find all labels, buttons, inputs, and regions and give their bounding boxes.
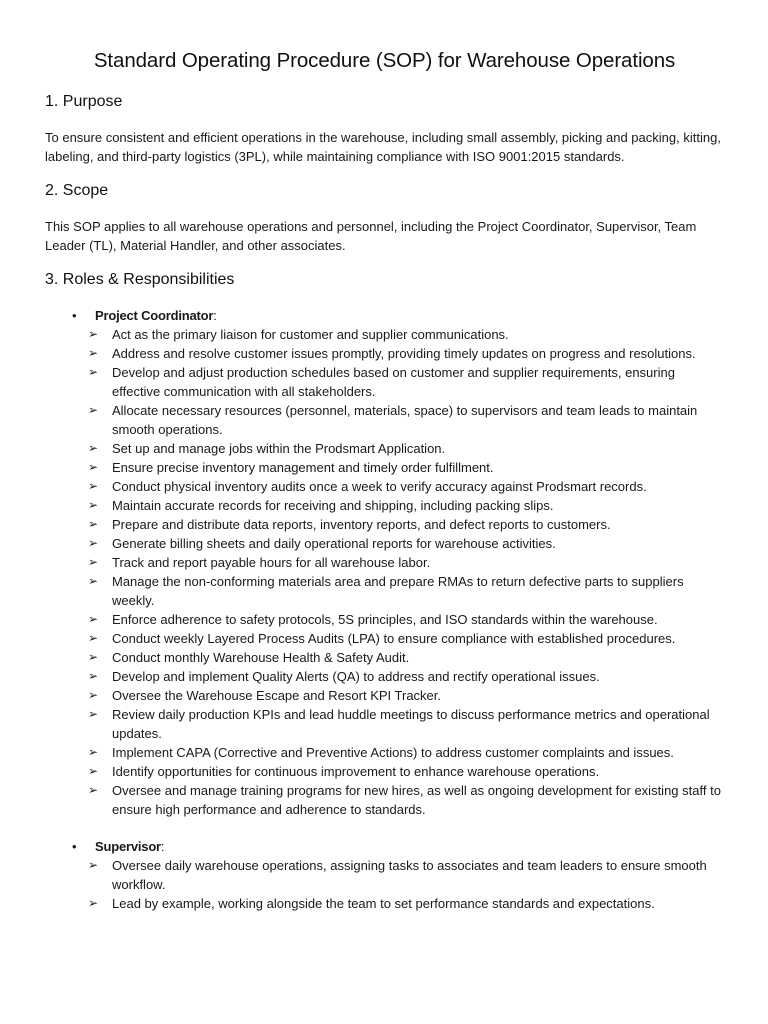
responsibility-item <box>45 439 724 458</box>
responsibility-text: Set up and manage jobs within the Prodsmart Application. <box>112 441 446 456</box>
responsibility-text: Allocate necessary resources (personnel, materials, space) to supervisors and team leads to maintain smooth operations. <box>112 403 698 437</box>
arrow-bullet-icon: ➢ <box>88 536 99 550</box>
role-name: Project Coordinator <box>95 308 214 323</box>
responsibility-text: Generate billing sheets and daily operational reports for warehouse activities. <box>112 536 556 551</box>
responsibility-item <box>45 686 724 705</box>
arrow-bullet-icon: ➢ <box>88 764 99 778</box>
arrow-bullet-icon: ➢ <box>88 327 99 341</box>
responsibility-item <box>45 325 724 344</box>
responsibility-item <box>45 629 724 648</box>
responsibility-list <box>45 325 724 819</box>
arrow-bullet-icon: ➢ <box>88 745 99 759</box>
arrow-bullet-icon: ➢ <box>88 650 99 664</box>
responsibility-text: Conduct weekly Layered Process Audits (LPA) to ensure compliance with established procedures. <box>112 631 676 646</box>
arrow-bullet-icon: ➢ <box>88 555 99 569</box>
role-supervisor <box>45 837 724 913</box>
responsibility-item <box>45 458 724 477</box>
section-heading-purpose: 1. Purpose <box>45 93 123 110</box>
arrow-bullet-icon: ➢ <box>88 707 99 721</box>
arrow-bullet-icon: ➢ <box>88 669 99 683</box>
responsibility-text: Ensure precise inventory management and timely order fulfillment. <box>112 460 494 475</box>
responsibility-item <box>45 496 724 515</box>
responsibility-list <box>45 856 724 913</box>
responsibility-item <box>45 667 724 686</box>
arrow-bullet-icon: ➢ <box>88 479 99 493</box>
responsibility-item <box>45 705 724 743</box>
responsibility-item <box>45 363 724 401</box>
responsibility-item <box>45 515 724 534</box>
responsibility-item <box>45 401 724 439</box>
bullet-icon: • <box>72 308 77 323</box>
responsibility-text: Manage the non-conforming materials area and prepare RMAs to return defective parts to suppliers weekly. <box>112 574 684 608</box>
arrow-bullet-icon: ➢ <box>88 460 99 474</box>
responsibility-text: Lead by example, working alongside the team to set performance standards and expectations. <box>112 896 655 911</box>
arrow-bullet-icon: ➢ <box>88 631 99 645</box>
responsibility-text: Address and resolve customer issues promptly, providing timely updates on progress and resolutions. <box>112 346 696 361</box>
responsibility-text: Conduct monthly Warehouse Health & Safety Audit. <box>112 650 410 665</box>
arrow-bullet-icon: ➢ <box>88 896 99 910</box>
responsibility-item <box>45 781 724 819</box>
responsibility-item <box>45 344 724 363</box>
responsibility-item <box>45 856 724 894</box>
arrow-bullet-icon: ➢ <box>88 574 99 588</box>
responsibility-text: Conduct physical inventory audits once a week to verify accuracy against Prodsmart records. <box>112 479 647 494</box>
responsibility-text: Maintain accurate records for receiving and shipping, including packing slips. <box>112 498 554 513</box>
arrow-bullet-icon: ➢ <box>88 612 99 626</box>
role-name: Supervisor <box>95 839 161 854</box>
responsibility-item <box>45 534 724 553</box>
arrow-bullet-icon: ➢ <box>88 403 99 417</box>
document-title: Standard Operating Procedure (SOP) for Warehouse Operations <box>93 49 676 72</box>
responsibility-item <box>45 477 724 496</box>
role-heading <box>45 837 724 856</box>
responsibility-item <box>45 553 724 572</box>
responsibility-text: Enforce adherence to safety protocols, 5S principles, and ISO standards within the warehouse. <box>112 612 658 627</box>
role-colon: : <box>213 308 217 323</box>
section-heading-scope: 2. Scope <box>45 182 109 199</box>
responsibility-text: Prepare and distribute data reports, inventory reports, and defect reports to customers. <box>112 517 611 532</box>
responsibility-item <box>45 762 724 781</box>
section-heading-roles: 3. Roles & Responsibilities <box>45 271 235 288</box>
responsibility-text: Implement CAPA (Corrective and Preventive Actions) to address customer complaints and issues. <box>112 745 674 760</box>
role-colon: : <box>160 839 165 854</box>
arrow-bullet-icon: ➢ <box>88 858 99 872</box>
responsibility-text: Develop and adjust production schedules based on customer and supplier requirements, ensuring effective communication with all stakeholders. <box>112 365 675 399</box>
responsibility-item <box>45 648 724 667</box>
responsibility-item <box>45 610 724 629</box>
role-heading <box>45 306 724 325</box>
responsibility-item <box>45 743 724 762</box>
arrow-bullet-icon: ➢ <box>88 498 99 512</box>
purpose-paragraph: To ensure consistent and efficient operations in the warehouse, including small assembly, picking and packing, kitting, labeling, and third-party logistics (3PL), while maintaining compliance with ISO 9001:2015 standards. <box>45 130 721 164</box>
responsibility-item <box>45 894 724 913</box>
responsibility-text: Act as the primary liaison for customer and supplier communications. <box>112 327 509 342</box>
arrow-bullet-icon: ➢ <box>88 783 99 797</box>
responsibility-text: Oversee and manage training programs for new hires, as well as ongoing development for existing staff to ensure high performance and adherence to standards. <box>112 783 721 817</box>
arrow-bullet-icon: ➢ <box>88 517 99 531</box>
arrow-bullet-icon: ➢ <box>88 441 99 455</box>
arrow-bullet-icon: ➢ <box>88 346 99 360</box>
responsibility-item <box>45 572 724 610</box>
responsibility-text: Identify opportunities for continuous improvement to enhance warehouse operations. <box>112 764 600 779</box>
responsibility-text: Track and report payable hours for all warehouse labor. <box>112 555 431 570</box>
responsibility-text: Oversee daily warehouse operations, assigning tasks to associates and team leaders to ensure smooth workflow. <box>112 858 707 892</box>
responsibility-text: Review daily production KPIs and lead huddle meetings to discuss performance metrics and operational updates. <box>112 707 710 741</box>
scope-paragraph: This SOP applies to all warehouse operations and personnel, including the Project Coordinator, Supervisor, Team Leader (TL), Material Handler, and other associates. <box>45 219 697 253</box>
bullet-icon: • <box>72 839 77 854</box>
arrow-bullet-icon: ➢ <box>88 365 99 379</box>
arrow-bullet-icon: ➢ <box>88 688 99 702</box>
responsibility-text: Oversee the Warehouse Escape and Resort KPI Tracker. <box>112 688 442 703</box>
responsibility-text: Develop and implement Quality Alerts (QA) to address and rectify operational issues. <box>112 669 600 684</box>
role-project-coordinator <box>45 306 724 819</box>
